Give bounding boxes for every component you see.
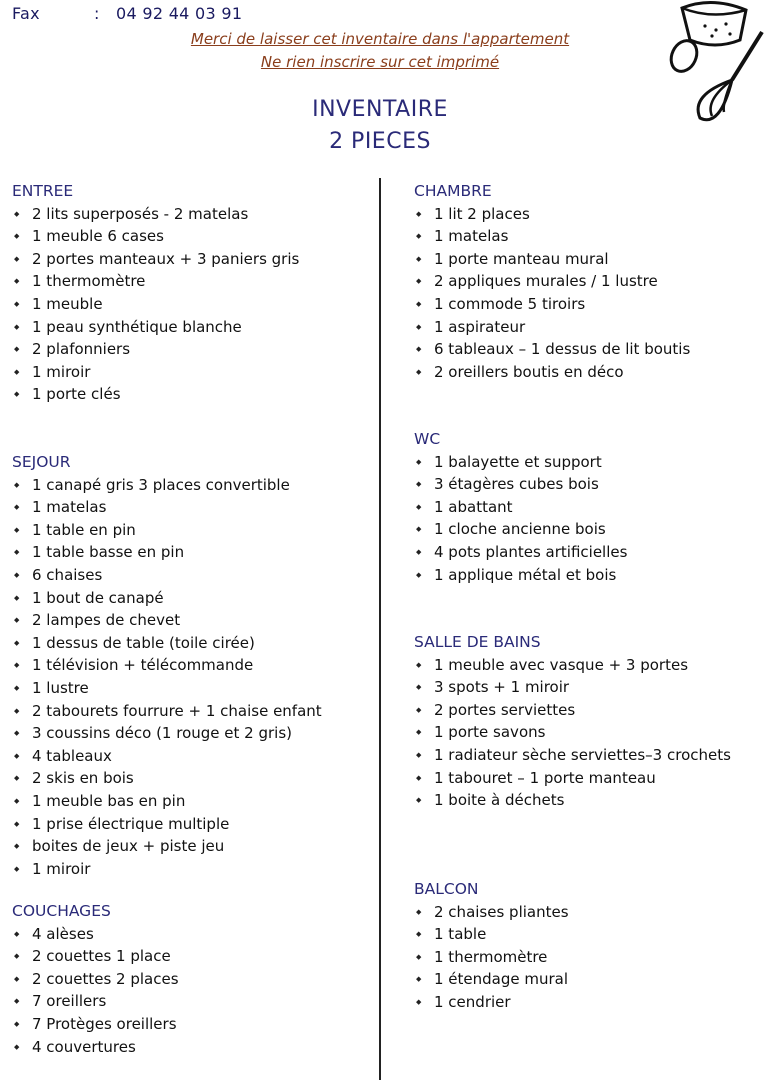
- list-item: ◆ 1 meuble 6 cases: [12, 225, 299, 248]
- section-title: CHAMBRE: [414, 182, 492, 200]
- list-item: ◆ 1 cloche ancienne bois: [414, 518, 627, 541]
- list-item: ◆ 1 meuble: [12, 293, 299, 316]
- item-list: [12, 474, 322, 881]
- section-couchages: [12, 900, 179, 1058]
- notice-leave-inventory: Merci de laisser cet inventaire dans l'appartement: [190, 30, 570, 48]
- list-item: ◆ 1 canapé gris 3 places convertible: [12, 474, 322, 497]
- list-item: ◆ 1 porte savons: [414, 721, 731, 744]
- item-list: [414, 901, 569, 1014]
- list-item: ◆ 1 porte clés: [12, 383, 299, 406]
- list-item: ◆ 1 bout de canapé: [12, 587, 322, 610]
- list-item: ◆ 1 applique métal et bois: [414, 564, 627, 587]
- list-item: ◆ 1 miroir: [12, 858, 322, 881]
- list-item: ◆ 1 table basse en pin: [12, 541, 322, 564]
- section-title: BALCON: [414, 880, 479, 898]
- list-item: ◆ 1 meuble bas en pin: [12, 790, 322, 813]
- notice-do-not-write: Ne rien inscrire sur cet imprimé: [260, 53, 500, 71]
- list-item: ◆ 1 radiateur sèche serviettes–3 crochets: [414, 744, 731, 767]
- section-title: SEJOUR: [12, 453, 71, 471]
- section-salle-de-bains: [414, 631, 731, 812]
- list-item: ◆ 1 matelas: [414, 225, 690, 248]
- list-item: ◆ boites de jeux + piste jeu: [12, 835, 322, 858]
- list-item: ◆ 1 aspirateur: [414, 316, 690, 339]
- list-item: ◆ 1 table en pin: [12, 519, 322, 542]
- item-list: [414, 203, 690, 384]
- list-item: ◆ 1 meuble avec vasque + 3 portes: [414, 654, 731, 677]
- list-item: ◆ 1 dessus de table (toile cirée): [12, 632, 322, 655]
- list-item: ◆ 1 tabouret – 1 porte manteau: [414, 767, 731, 790]
- list-item: ◆ 4 couvertures: [12, 1036, 179, 1059]
- list-item: ◆ 2 skis en bois: [12, 767, 322, 790]
- list-item: ◆ 1 commode 5 tiroirs: [414, 293, 690, 316]
- item-list: [414, 451, 627, 587]
- list-item: ◆ 2 couettes 1 place: [12, 945, 179, 968]
- list-item: ◆ 1 thermomètre: [414, 946, 569, 969]
- list-item: ◆ 3 coussins déco (1 rouge et 2 gris): [12, 722, 322, 745]
- list-item: ◆ 4 tableaux: [12, 745, 322, 768]
- section-title: SALLE DE BAINS: [414, 633, 541, 651]
- list-item: ◆ 1 peau synthétique blanche: [12, 316, 299, 339]
- section-chambre: [414, 180, 690, 383]
- list-item: ◆ 2 lampes de chevet: [12, 609, 322, 632]
- list-item: ◆ 2 appliques murales / 1 lustre: [414, 270, 690, 293]
- kitchen-bowl-whisk-icon: [660, 0, 781, 125]
- list-item: ◆ 2 couettes 2 places: [12, 968, 179, 991]
- list-item: ◆ 3 étagères cubes bois: [414, 473, 627, 496]
- fax-line: [12, 4, 242, 23]
- section-title: ENTREE: [12, 182, 74, 200]
- list-item: ◆ 6 tableaux – 1 dessus de lit boutis: [414, 338, 690, 361]
- list-item: ◆ 1 balayette et support: [414, 451, 627, 474]
- list-item: ◆ 1 télévision + télécommande: [12, 654, 322, 677]
- fax-number: 04 92 44 03 91: [116, 4, 243, 23]
- section-wc: [414, 428, 627, 586]
- list-item: ◆ 2 lits superposés - 2 matelas: [12, 203, 299, 226]
- section-title: WC: [414, 430, 441, 448]
- list-item: ◆ 4 pots plantes artificielles: [414, 541, 627, 564]
- list-item: ◆ 1 lustre: [12, 677, 322, 700]
- list-item: ◆ 1 étendage mural: [414, 968, 569, 991]
- list-item: ◆ 1 prise électrique multiple: [12, 813, 322, 836]
- list-item: ◆ 3 spots + 1 miroir: [414, 676, 731, 699]
- item-list: [414, 654, 731, 812]
- fax-separator: :: [94, 4, 100, 23]
- list-item: ◆ 1 thermomètre: [12, 270, 299, 293]
- list-item: ◆ 2 oreillers boutis en déco: [414, 361, 690, 384]
- section-balcon: [414, 878, 569, 1014]
- page-title: INVENTAIRE: [312, 97, 448, 122]
- list-item: ◆ 7 Protèges oreillers: [12, 1013, 179, 1036]
- list-item: ◆ 1 boite à déchets: [414, 789, 731, 812]
- section-entree: [12, 180, 299, 406]
- list-item: ◆ 7 oreillers: [12, 990, 179, 1013]
- list-item: ◆ 2 chaises pliantes: [414, 901, 569, 924]
- list-item: ◆ 1 lit 2 places: [414, 203, 690, 226]
- page-subtitle: 2 PIECES: [329, 129, 431, 154]
- fax-label: Fax: [12, 4, 40, 23]
- list-item: ◆ 4 alèses: [12, 923, 179, 946]
- list-item: ◆ 2 portes manteaux + 3 paniers gris: [12, 248, 299, 271]
- list-item: ◆ 1 table: [414, 923, 569, 946]
- list-item: ◆ 1 cendrier: [414, 991, 569, 1014]
- list-item: ◆ 2 portes serviettes: [414, 699, 731, 722]
- section-sejour: [12, 451, 322, 880]
- list-item: ◆ 2 plafonniers: [12, 338, 299, 361]
- item-list: [12, 923, 179, 1059]
- list-item: ◆ 1 abattant: [414, 496, 627, 519]
- item-list: [12, 203, 299, 406]
- section-title: COUCHAGES: [12, 902, 111, 920]
- list-item: ◆ 2 tabourets fourrure + 1 chaise enfant: [12, 700, 322, 723]
- column-divider: [379, 178, 381, 1080]
- list-item: ◆ 1 porte manteau mural: [414, 248, 690, 271]
- list-item: ◆ 1 matelas: [12, 496, 322, 519]
- list-item: ◆ 6 chaises: [12, 564, 322, 587]
- list-item: ◆ 1 miroir: [12, 361, 299, 384]
